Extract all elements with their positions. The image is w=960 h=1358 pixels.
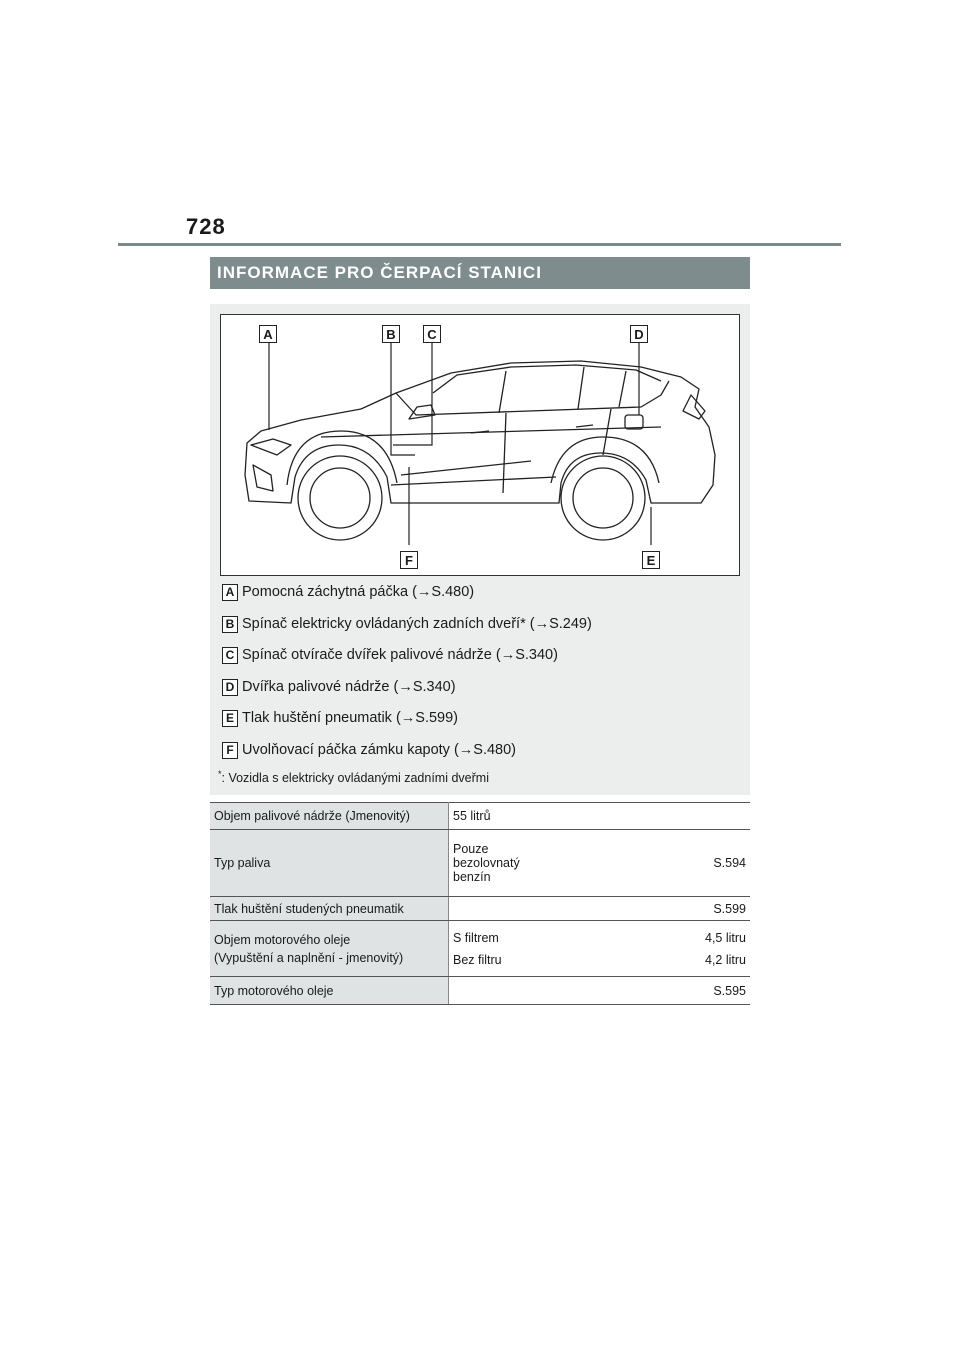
- figure-panel: [210, 304, 750, 795]
- legend-text: Pomocná záchytná páčka (→S.480): [242, 584, 475, 600]
- table-row: [210, 803, 750, 830]
- page-reference: S.595: [713, 983, 746, 998]
- legend-key: A: [222, 584, 238, 601]
- callout-d: D: [630, 325, 648, 343]
- top-rule: [118, 243, 841, 246]
- section-title: INFORMACE PRO ČERPACÍ STANICI: [210, 257, 750, 289]
- sub-value: 4,2 litru: [705, 952, 746, 967]
- row-label: Tlak huštění studených pneumatik: [210, 897, 449, 921]
- legend-text: Tlak huštění pneumatik (→S.599): [242, 710, 458, 726]
- oil-without-filter: [453, 953, 746, 967]
- legend-key: D: [222, 679, 238, 696]
- legend-key: C: [222, 647, 238, 664]
- row-value: [449, 897, 751, 921]
- table-row: [210, 921, 750, 977]
- oil-with-filter: [453, 931, 746, 945]
- callout-c: C: [423, 325, 441, 343]
- footnote-mark: *: [218, 769, 222, 779]
- legend-key: B: [222, 616, 238, 633]
- legend-text: Uvolňovací páčka zámku kapoty (→S.480): [242, 742, 517, 758]
- callout-f: F: [400, 551, 418, 569]
- row-label: Typ paliva: [210, 830, 449, 897]
- footnote: [218, 769, 489, 785]
- table-row: [210, 897, 750, 921]
- suv-side-view-illustration: [221, 315, 741, 577]
- fuel-station-spec-table: [210, 802, 750, 1005]
- sub-label: Bez filtru: [453, 952, 502, 967]
- legend-key: F: [222, 742, 238, 759]
- row-value: [449, 977, 751, 1005]
- page-reference: S.599: [713, 901, 746, 916]
- footnote-text: : Vozidla s elektricky ovládanými zadními dveřmi: [221, 771, 489, 786]
- callout-e: E: [642, 551, 660, 569]
- legend-key: E: [222, 710, 238, 727]
- row-label: [210, 921, 449, 977]
- page-number: 728: [186, 214, 226, 239]
- row-label: Typ motorového oleje: [210, 977, 449, 1005]
- row-label: Objem palivové nádrže (Jmenovitý): [210, 803, 449, 830]
- table-row: [210, 977, 750, 1005]
- row-value: [449, 830, 751, 897]
- fuel-line: benzín: [453, 870, 491, 884]
- legend-text: Spínač otvírače dvířek palivové nádrže (→S.340): [242, 647, 558, 663]
- callout-b: B: [382, 325, 400, 343]
- fuel-line: Pouze: [453, 842, 489, 856]
- row-value: [449, 921, 751, 977]
- table-row: [210, 830, 750, 897]
- page-reference: S.594: [713, 856, 746, 870]
- legend-text: Dvířka palivové nádrže (→S.340): [242, 679, 456, 695]
- fuel-type-text: [453, 842, 520, 884]
- vehicle-figure: [220, 314, 740, 576]
- row-value: 55 litrů: [449, 803, 751, 830]
- label-line: (Vypuštění a naplnění - jmenovitý): [214, 950, 404, 965]
- callout-a: A: [259, 325, 277, 343]
- sub-label: S filtrem: [453, 930, 499, 945]
- label-line: Objem motorového oleje: [214, 932, 351, 947]
- fuel-line: bezolovnatý: [453, 856, 520, 870]
- legend-text: Spínač elektricky ovládaných zadních dveří* (→S.249): [242, 616, 592, 632]
- sub-value: 4,5 litru: [705, 930, 746, 945]
